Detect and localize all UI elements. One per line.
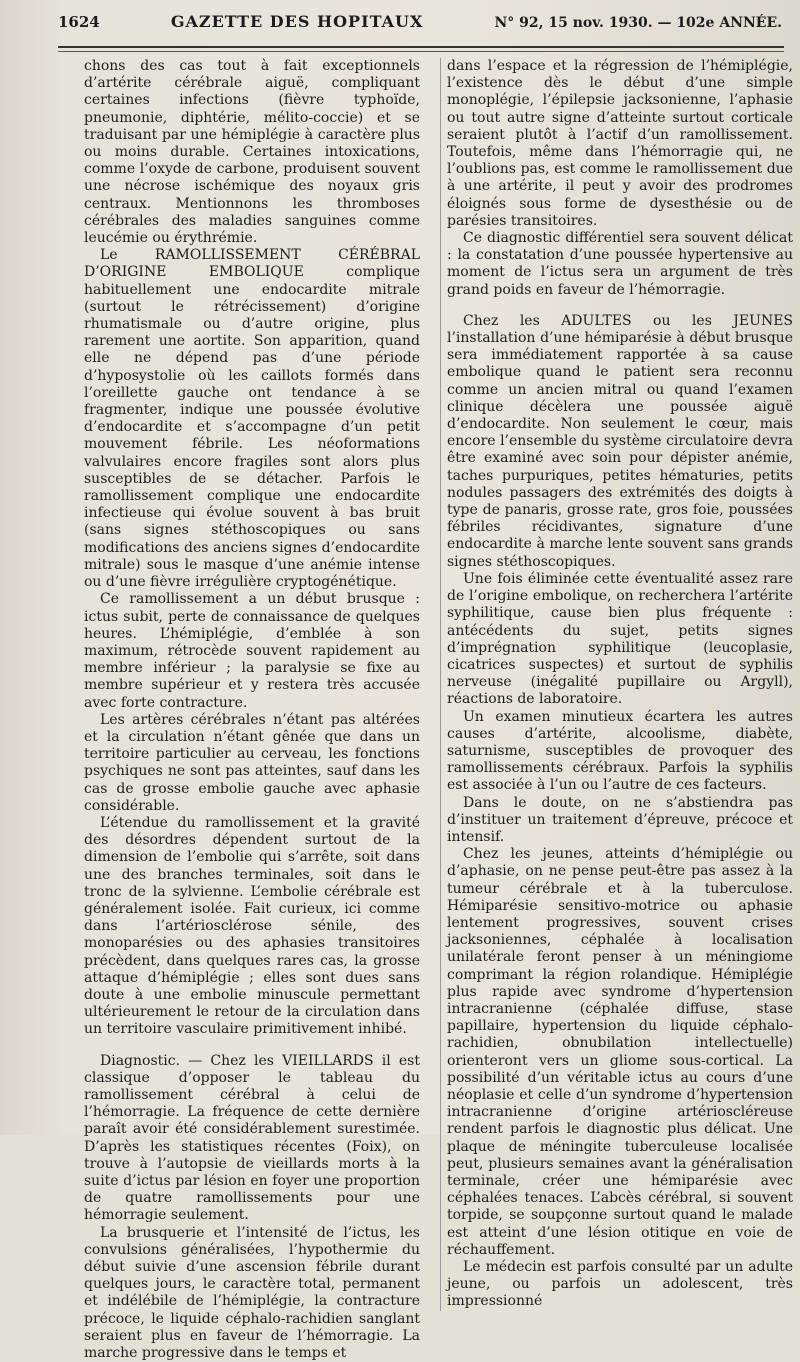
paragraph: Une fois éliminée cette éventualité assez rare de l’origine embolique, on recherchera l’artérite syphilitique, cause bien plus fréquente : antécédents du sujet, petits signes d’imprégnation syphilitique (leucoplasie, cicatrices suspectes) et surtout de syphilis nerveuse (inégalité pupillaire ou Argyll), réactions de laboratoire. xyxy=(447,570,793,708)
left-column xyxy=(84,58,420,1362)
paragraph: Dans le doute, on ne s’abstiendra pas d’instituer un traitement d’épreuve, précoce et intensif. xyxy=(447,794,793,845)
paragraph: Chez les ADULTES ou les JEUNES l’installation d’une hémiparésie à début brusque sera immédiatement rapportée à sa cause embolique quand le patient sera reconnu comme un ancien mitral ou quand l’examen clinique décèlera une poussée aiguë d’endocardite. Non seulement le cœur, mais encore l’ensemble du système circulatoire devra être examiné avec soin pour dépister anémie, taches purpuriques, petites hématuries, petits nodules passagers des extrémités des doigts à type de panaris, grosse rate, gros foie, poussées fébriles récidivantes, signature d’une endocardite à marche lente souvent sans grands signes stéthoscopiques. xyxy=(447,312,793,570)
right-column xyxy=(440,58,793,1311)
paragraph: Ce diagnostic différentiel sera souvent délicat : la constatation d’une poussée hypertensive au moment de l’ictus sera un argument de très grand poids en faveur de l’hémorragie. xyxy=(447,230,793,298)
paragraph: L’étendue du ramollissement et la gravité des désordres dépendent surtout de la dimension de l’embolie qui s’arrête, soit dans une des branches terminales, soit dans le tronc de la sylvienne. L’embolie cérébrale est généralement isolée. Fait curieux, ici comme dans l’artériosclérose sénile, des monoparésies ou des aphasies transitoires précèdent, dans quelques rares cas, la grosse attaque d’hémiplégie ; elles sont dues sans doute à une embolie minuscule permettant ultérieurement le retour de la circulation dans un territoire vasculaire primitivement inhibé. xyxy=(84,814,420,1038)
paragraph: dans l’espace et la régression de l’hémiplégie, l’existence dès le début d’une simple monoplégie, l’épilepsie jacksonienne, l’aphasie ou tout autre signe d’atteinte surtout corticale seraient plutôt à l’actif d’un ramollissement. Toutefois, même dans l’hémorragie qui, ne l’oublions pas, est comme le ramollissement due à une artérite, il peut y avoir des prodromes éloignés sous forme de dysesthésie ou de parésies transitoires. xyxy=(447,58,793,229)
paragraph-diagnostic: Diagnostic. — Chez les VIEILLARDS il est classique d’opposer le tableau du ramollissement cérébral à celui de l’hémorragie. La fréquence de cette dernière paraît avoir été considérablement surestimée. D’après les statistiques récentes (Foix), on trouve à l’autopsie de vieillards morts à la suite d’ictus par lésion en foyer une proportion de quatre ramollissements pour une hémorragie seulement. xyxy=(84,1052,420,1224)
running-header xyxy=(58,12,782,42)
paragraph: Ce ramollissement a un début brusque : ictus subit, perte de connaissance de quelques heures. L’hémiplégie, d’emblée à son maximum, rétrocède souvent rapidement au membre inférieur ; la paralysie se fixe au membre supérieur et y restera très accusée avec forte contracture. xyxy=(84,591,420,711)
issue-info: N° 92, 15 nov. 1930. — 102e ANNÉE. xyxy=(494,15,782,31)
paragraph: chons des cas tout à fait exceptionnels d’artérite cérébrale aiguë, compliquant certaines infections (fièvre typhoïde, pneumonie, diphtérie, mélito-coccie) et se traduisant par une hémiplégie à caractère plus ou moins durable. Certaines intoxications, comme l’oxyde de carbone, produisent souvent une nécrose ischémique des noyaux gris centraux. Mentionnons les thromboses cérébrales des maladies sanguines comme leucémie ou érythrémie. xyxy=(84,58,420,247)
paragraph: Un examen minutieux écartera les autres causes d’artérite, alcoolisme, diabète, saturnisme, susceptibles de provoquer des ramollissements cérébraux. Parfois la syphilis est associée à l’un ou l’autre de ces facteurs. xyxy=(447,708,793,794)
page-number: 1624 xyxy=(58,13,100,31)
header-rule xyxy=(58,46,784,48)
paragraph: Le médecin est parfois consulté par un adulte jeune, ou parfois un adolescent, très impressionné xyxy=(447,1259,793,1310)
paragraph: La brusquerie et l’intensité de l’ictus, les convulsions généralisées, l’hypothermie du début suivie d’une ascension fébrile durant quelques jours, le caractère total, permanent et indélébile de l’hémiplégie, la contracture précoce, le liquide céphalo-rachidien sanglant seraient plus en faveur de l’hémorragie. La marche progressive dans le temps et xyxy=(84,1224,420,1362)
paragraph: Chez les jeunes, atteints d’hémiplégie ou d’aphasie, on ne pense peut-être pas assez à la tumeur cérébrale et à la tuberculose. Hémiparésie sensitivo-motrice ou aphasie lentement progressives, souvent crises jacksoniennes, céphalée à localisation unilatérale feront penser à un méningiome comprimant la région rolandique. Hémiplégie plus rapide avec syndrome d’hypertension intracranienne (céphalée diffuse, stase papillaire, hypertension du liquide céphalo-rachidien, obnubilation intellectuelle) orienteront vers un gliome sous-cortical. La possibilité d’un véritable ictus au cours d’une néoplasie et celle d’un syndrome d’hypertension intracranienne d’origine artérioscléreuse rendent parfois le diagnostic plus délicat. Une plaque de méningite tuberculeuse localisée peut, plusieurs semaines avant la généralisation terminale, créer une hémiparésie avec céphalées tenaces. L’abcès cérébral, si souvent torpide, se soupçonne surtout quand le malade est atteint d’une lésion otitique en voie de réchauffement. xyxy=(447,846,793,1258)
header-rule-thin xyxy=(58,51,784,52)
journal-title: GAZETTE DES HOPITAUX xyxy=(170,12,424,31)
paragraph: Le RAMOLLISSEMENT CÉRÉBRAL D’ORIGINE EMBOLIQUE complique habituellement une endocardite mitrale (surtout le rétrécissement) d’origine rhumatismale ou d’autre origine, plus rarement une aortite. Son apparition, quand elle ne dépend pas d’une période d’hyposystolie où les caillots formés dans l’oreillette gauche ont tendance à se fragmenter, indique une poussée évolutive d’endocardite et s’accompagne d’un petit mouvement fébrile. Les néoformations valvulaires encore fragiles sont alors plus susceptibles de se détacher. Parfois le ramollissement complique une endocardite infectieuse qui évolue souvent à bas bruit (sans signes stéthoscopiques ou sans modifications des anciens signes d’endocardite mitrale) sous le masque d’une anémie intense ou d’une fièvre irrégulière cryptogénétique. xyxy=(84,247,420,591)
paragraph: Les artères cérébrales n’étant pas altérées et la circulation n’étant gênée que dans un territoire particulier au cerveau, les fonctions psychiques ne sont pas atteintes, sauf dans les cas de grosse embolie gauche avec aphasie considérable. xyxy=(84,711,420,814)
